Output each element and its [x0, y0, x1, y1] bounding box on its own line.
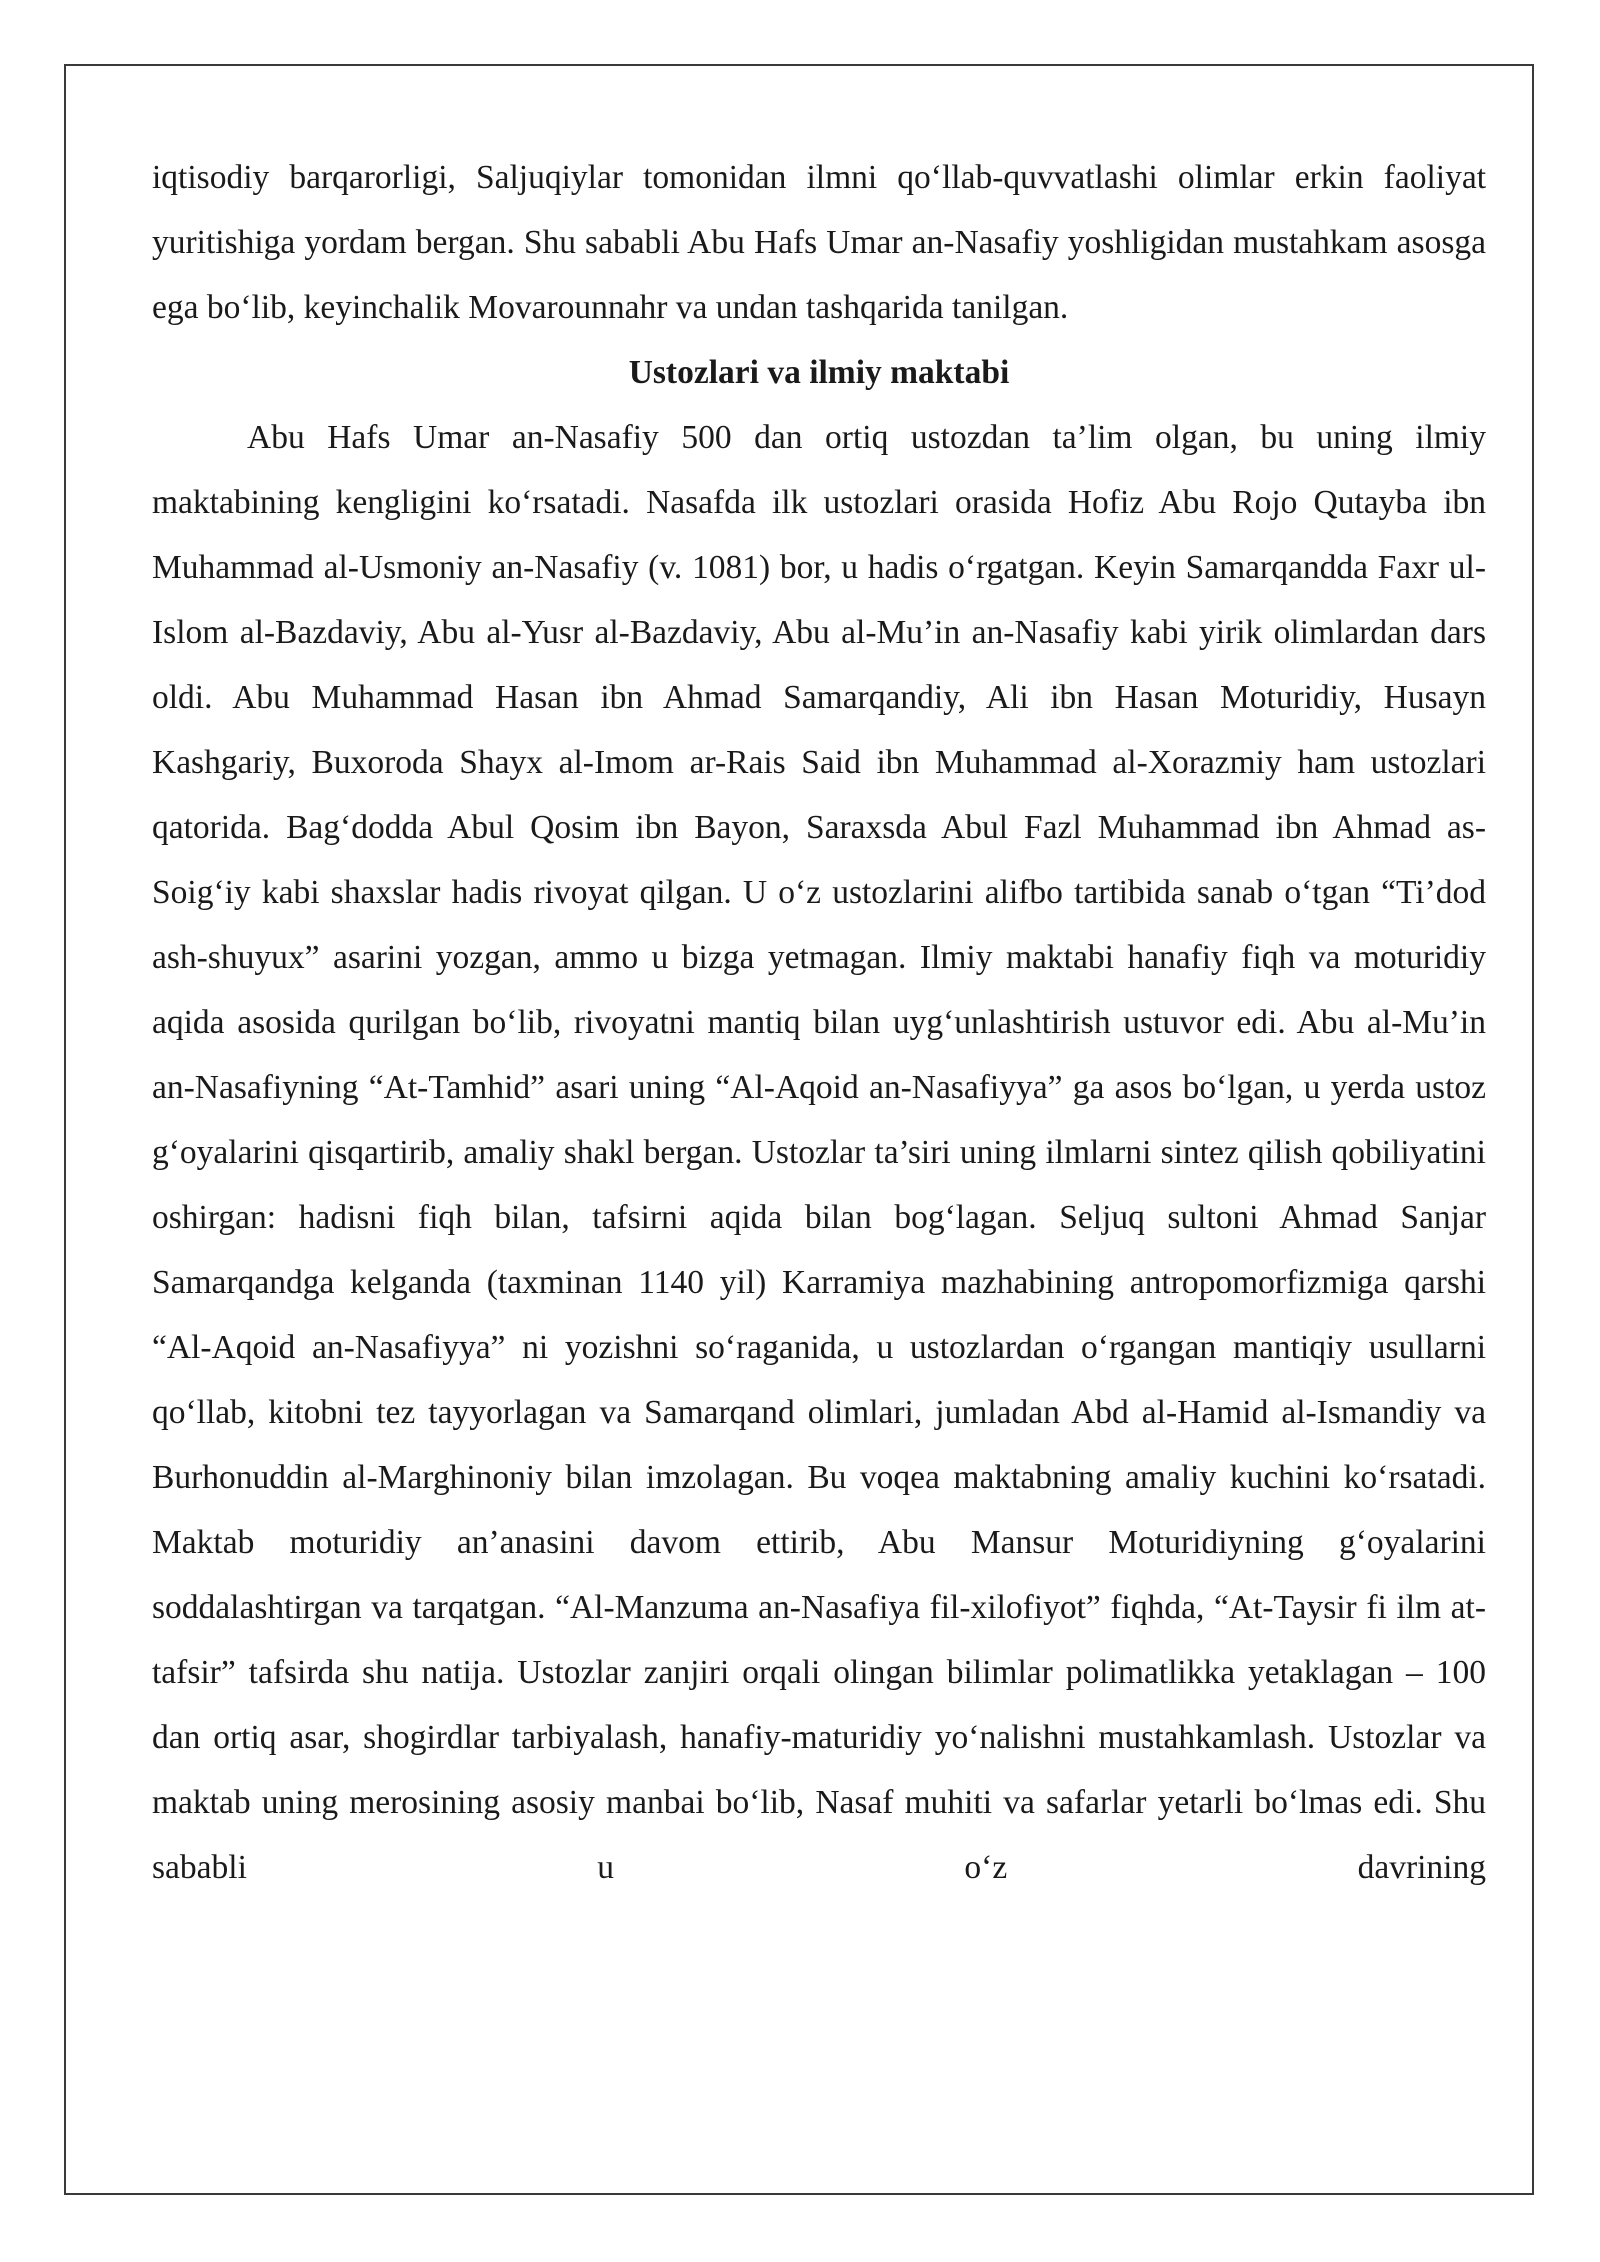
document-body — [152, 145, 1486, 1900]
intro-paragraph: iqtisodiy barqarorligi, Saljuqiylar tomonidan ilmni qo‘llab-quvvatlashi olimlar erkin faoliyat yuritishiga yordam bergan. Shu sababli Abu Hafs Umar an-Nasafiy yoshligidan mustahkam asosga ega bo‘lib, keyinchalik Movarounnahr va undan tashqarida tanilgan. — [152, 159, 1486, 326]
section-heading: Ustozlari va ilmiy maktabi — [628, 354, 1010, 391]
main-paragraph: Abu Hafs Umar an-Nasafiy 500 dan ortiq ustozdan ta’lim olgan, bu uning ilmiy maktabining kengligini ko‘rsatadi. Nasafda ilk ustozlari orasida Hofiz Abu Rojo Qutayba ibn Muhammad al-Usmoniy an-Nasafiy (v. 1081) bor, u hadis o‘rgatgan. Keyin Samarqandda Faxr ul-Islom al-Bazdaviy, Abu al-Yusr al-Bazdaviy, Abu al-Mu’in an-Nasafiy kabi yirik olimlardan dars oldi. Abu Muhammad Hasan ibn Ahmad Samarqandiy, Ali ibn Hasan Moturidiy, Husayn Kashgariy, Buxoroda Shayx al-Imom ar-Rais Said ibn Muhammad al-Xorazmiy ham ustozlari qatorida. Bag‘dodda Abul Qosim ibn Bayon, Saraxsda Abul Fazl Muhammad ibn Ahmad as-Soig‘iy kabi shaxslar hadis rivoyat qilgan. U o‘z ustozlarini alifbo tartibida sanab o‘tgan “Ti’dod ash-shuyux” asarini yozgan, ammo u bizga yetmagan. Ilmiy maktabi hanafiy fiqh va moturidiy aqida asosida qurilgan bo‘lib, rivoyatni mantiq bilan uyg‘unlashtirish ustuvor edi. Abu al-Mu’in an-Nasafiyning “At-Tamhid” asari uning “Al-Aqoid an-Nasafiyya” ga asos bo‘lgan, u yerda ustoz g‘oyalarini qisqartirib, amaliy shakl bergan. Ustozlar ta’siri uning ilmlarni sintez qilish qobiliyatini oshirgan: hadisni fiqh bilan, tafsirni aqida bilan bog‘lagan. Seljuq sultoni Ahmad Sanjar Samarqandga kelganda (taxminan 1140 yil) Karramiya mazhabining antropomorfizmiga qarshi “Al-Aqoid an-Nasafiyya” ni yozishni so‘raganida, u ustozlardan o‘rgangan mantiqiy usullarni qo‘llab, kitobni tez tayyorlagan va Samarqand olimlari, jumladan Abd al-Hamid al-Ismandiy va Burhonuddin al-Marghinoniy bilan imzolagan. Bu voqea maktabning amaliy kuchini ko‘rsatadi. Maktab moturidiy an’anasini davom ettirib, Abu Mansur Moturidiyning g‘oyalarini soddalashtirgan va tarqatgan. “Al-Manzuma an-Nasafiya fil-xilofiyot” fiqhda, “At-Taysir fi ilm at-tafsir” tafsirda shu natija. Ustozlar zanjiri orqali olingan bilimlar polimatlikka yetaklagan – 100 dan ortiq asar, shogirdlar tarbiyalash, hanafiy-maturidiy yo‘nalishni mustahkamlash. Ustozlar va maktab uning merosining asosiy manbai bo‘lib, Nasaf muhiti va safarlar yetarli bo‘lmas edi. Shu sababli u o‘z davrining — [152, 419, 1486, 1886]
